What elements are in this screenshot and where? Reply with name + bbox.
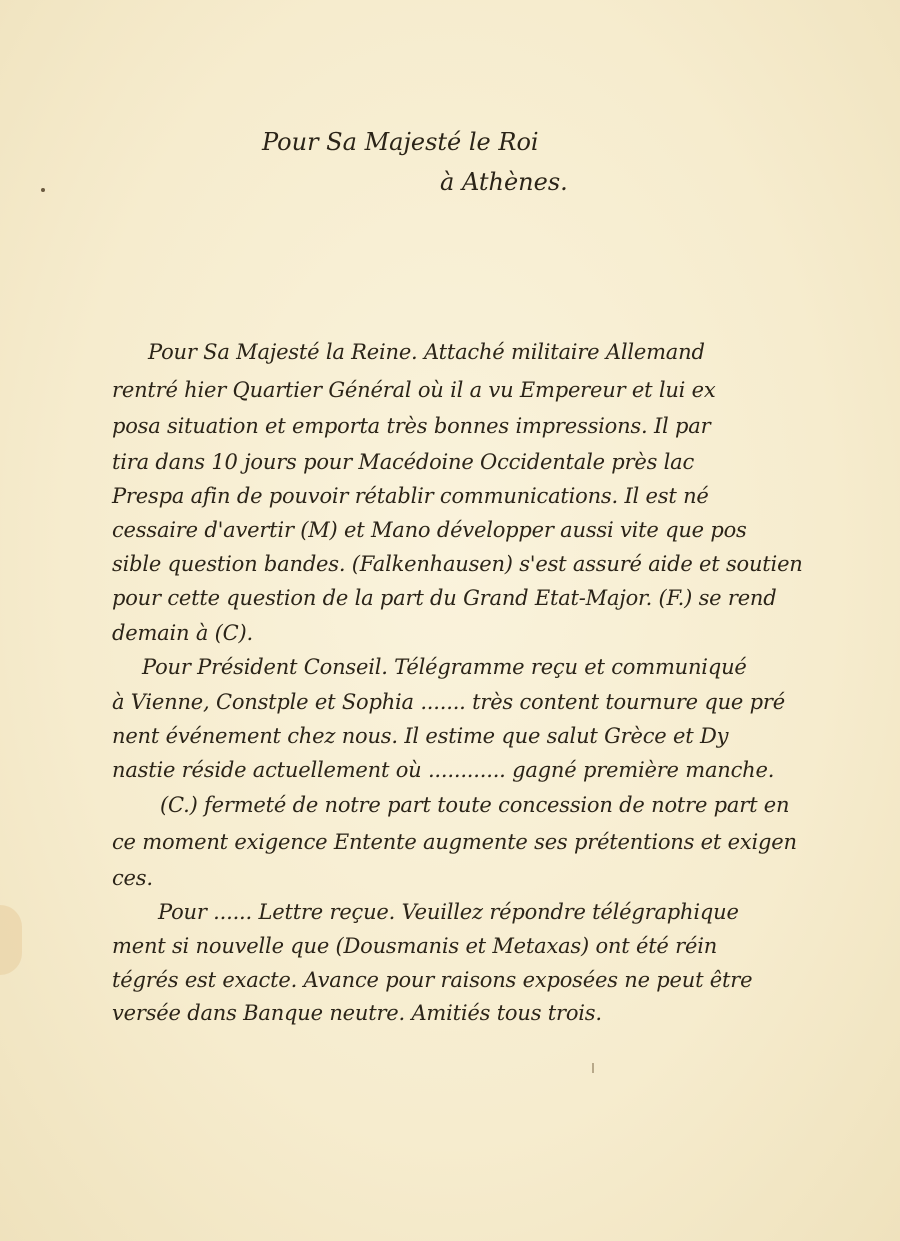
body-line: sible question bandes. (Falkenhausen) s'est assuré aide et soutien [112, 552, 803, 576]
body-line: tégrés est exacte. Avance pour raisons exposées ne peut être [112, 968, 753, 992]
body-line: demain à (C). [112, 621, 253, 645]
body-line: cessaire d'avertir (M) et Mano développer aussi vite que pos [112, 518, 747, 542]
body-line: Pour ...... Lettre reçue. Veuillez répondre télégraphique [158, 900, 739, 924]
body-line: (C.) fermeté de notre part toute concession de notre part en [160, 793, 790, 817]
paper-mark [592, 1063, 594, 1073]
paper-stain [0, 905, 22, 975]
body-line: à Vienne, Constple et Sophia ....... très content tournure que pré [112, 690, 785, 714]
body-line: pour cette question de la part du Grand Etat-Major. (F.) se rend [112, 586, 777, 610]
body-line: ce moment exigence Entente augmente ses prétentions et exigen [112, 830, 797, 854]
body-line: nastie réside actuellement où ............ gagné première manche. [112, 758, 775, 782]
body-line: ces. [112, 866, 153, 890]
body-line: rentré hier Quartier Général où il a vu Empereur et lui ex [112, 378, 716, 402]
body-line: Prespa afin de pouvoir rétablir communications. Il est né [112, 484, 709, 508]
ink-speck [41, 188, 45, 192]
heading-line-1: Pour Sa Majesté le Roi [262, 128, 539, 156]
body-line: posa situation et emporta très bonnes impressions. Il par [112, 414, 711, 438]
body-line: ment si nouvelle que (Dousmanis et Metaxas) ont été réin [112, 934, 718, 958]
body-line: nent événement chez nous. Il estime que salut Grèce et Dy [112, 724, 729, 748]
body-line: tira dans 10 jours pour Macédoine Occidentale près lac [112, 450, 695, 474]
body-line: Pour Président Conseil. Télégramme reçu et communiqué [142, 655, 747, 679]
heading-line-2: à Athènes. [440, 168, 568, 196]
body-line: versée dans Banque neutre. Amitiés tous trois. [112, 1001, 602, 1025]
body-line: Pour Sa Majesté la Reine. Attaché militaire Allemand [148, 340, 705, 364]
